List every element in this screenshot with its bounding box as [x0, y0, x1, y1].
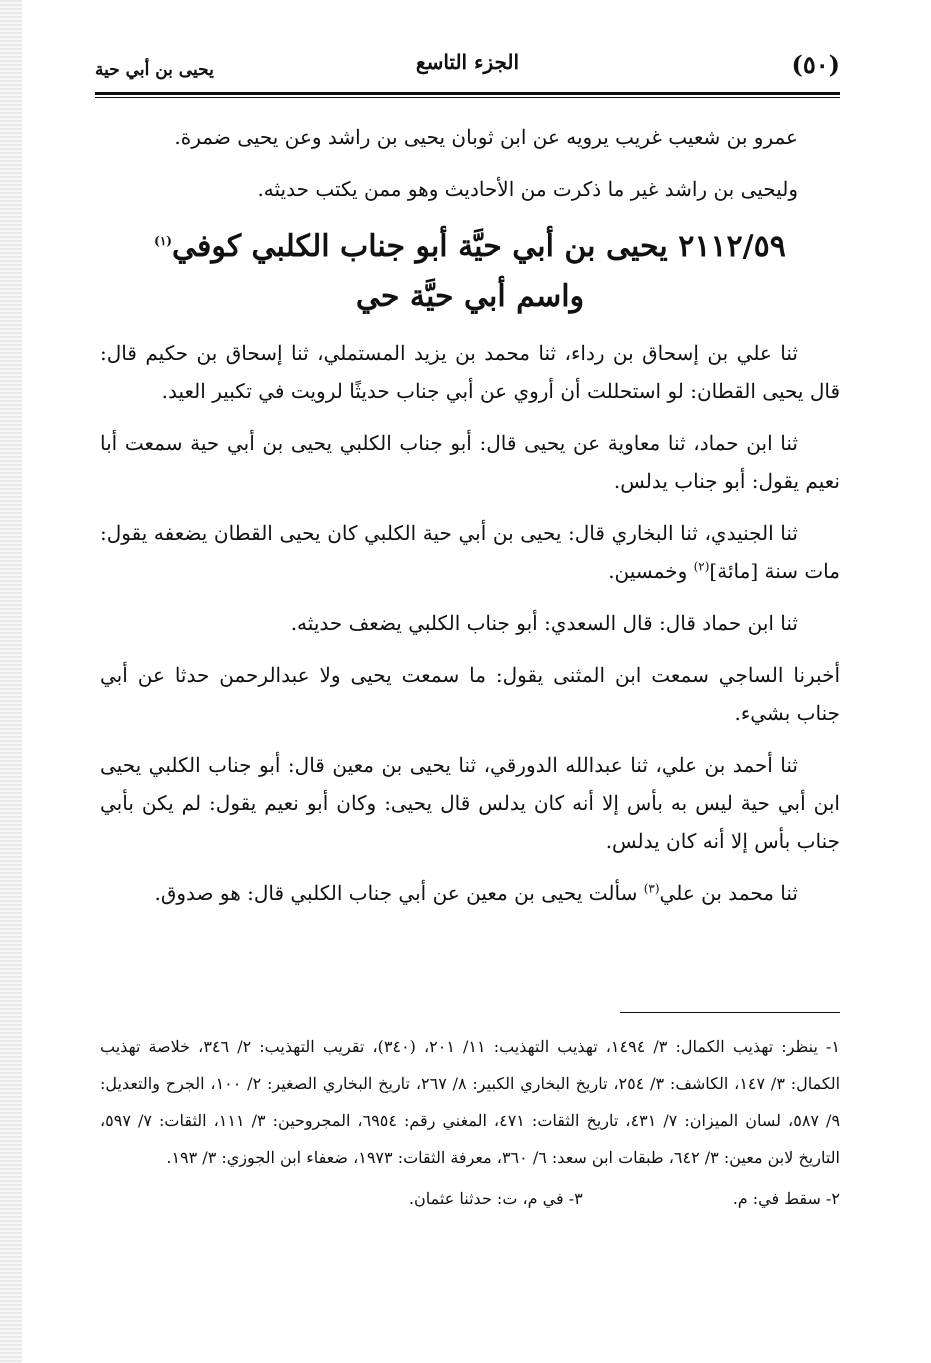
footnote-1: ١- ينظر: تهذيب الكمال: ٣/ ١٤٩٤، تهذيب التهذيب: ١١/ ٢٠١، (٣٤٠)، تقريب التهذيب: ٢/ ٣٤٦، خلاصة تهذيب الكمال: ٣/ ١٤٧، الكاشف: ٣/ ٢٥٤، تاريخ البخاري الكبير: ٨/ ٢٦٧، تاريخ البخاري الصغير: ٢/ ١٠٠، الجرح والتعديل: ٩/ ٥٨٧، لسان الميزان: ٧/ ٤٣١، تاريخ الثقات: ٤٧١، المغني رقم: ٦٩٥٤، المجروحين: ٣/ ١١١، الثقات: ٧/ ٥٩٧، التاريخ لابن معين: ٣/ ٦٤٢، طبقات ابن سعد: ٦/ ٣٦٠، معرفة الثقات: ١٩٧٣، ضعفاء ابن الجوزي: ٣/ ١٩٣.: [100, 1037, 841, 1167]
narration: [100, 514, 840, 590]
main-text: [100, 118, 840, 926]
narration: [100, 874, 840, 912]
footnote-3: ٣- في م، ت: حدثنا عثمان.: [408, 1189, 583, 1208]
footnote-2: ٢- سقط في: م.: [732, 1189, 840, 1208]
header-rule-thin: [95, 97, 840, 98]
footnote-ref: (٢): [693, 559, 710, 574]
page-number: (٥٠): [791, 50, 840, 79]
footnotes-row: [100, 1180, 840, 1217]
narration-text: ثنا الجنيدي، ثنا البخاري قال: يحيى بن أبي حية الكلبي كان يحيى القطان يضعفه يقول: مات سنة [مائة]: [100, 521, 840, 583]
narration: ثنا ابن حماد قال: قال السعدي: أبو جناب الكلبي يضعف حديثه.: [290, 611, 798, 635]
narration-text: ثنا محمد بن علي: [659, 881, 798, 905]
narration-text: وخمسين.: [608, 559, 694, 583]
footnote-ref: (٣): [643, 881, 660, 896]
scan-binding-edge: [0, 0, 22, 1363]
footnotes: [100, 1028, 840, 1217]
narration: أخبرنا الساجي سمعت ابن المثنى يقول: ما سمعت يحيى ولا عبدالرحمن حدثا عن أبي جناب بشيء.: [100, 663, 840, 725]
narration: ثنا ابن حماد، ثنا معاوية عن يحيى قال: أبو جناب الكلبي يحيى بن أبي حية سمعت أبا نعيم يقول: أبو جناب يدلس.: [100, 431, 840, 493]
narration-text: سألت يحيى بن معين عن أبي جناب الكلبي قال: هو صدوق.: [154, 881, 644, 905]
footnote-separator: [620, 1012, 840, 1013]
page-header: [95, 40, 840, 96]
paragraph: عمرو بن شعيب غريب يرويه عن ابن ثوبان يحيى بن راشد وعن يحيى ضمرة.: [174, 125, 798, 149]
entry-heading-line2: واسم أبي حيَّة حي: [355, 279, 585, 314]
narration: ثنا علي بن إسحاق بن رداء، ثنا محمد بن يزيد المستملي، ثنا إسحاق بن حكيم قال: قال يحيى القطان: لو استحللت أن أروي عن أبي جناب حديثًا لرويت في تكبير العيد.: [100, 341, 840, 403]
entry-heading-line1: ٢١١٢/٥٩ يحيى بن أبي حيَّة أبو جناب الكلبي كوفي: [171, 229, 786, 264]
running-entry-name: يحيى بن أبي حية: [95, 60, 214, 80]
volume-title: الجزء التاسع: [415, 50, 520, 74]
footnote-ref: (١): [154, 234, 172, 248]
paragraph: وليحيى بن راشد غير ما ذكرت من الأحاديث وهو ممن يكتب حديثه.: [257, 177, 798, 201]
narration: ثنا أحمد بن علي، ثنا عبدالله الدورقي، ثنا يحيى بن معين قال: أبو جناب الكلبي يحيى ابن أبي حية ليس به بأس إلا أنه كان يدلس قال يحيى: وكان أبو نعيم يقول: لم يكن بأبي جناب بأس إلا أنه كان يدلس.: [100, 753, 840, 853]
header-rule-thick: [95, 92, 840, 95]
entry-heading: [100, 222, 840, 322]
